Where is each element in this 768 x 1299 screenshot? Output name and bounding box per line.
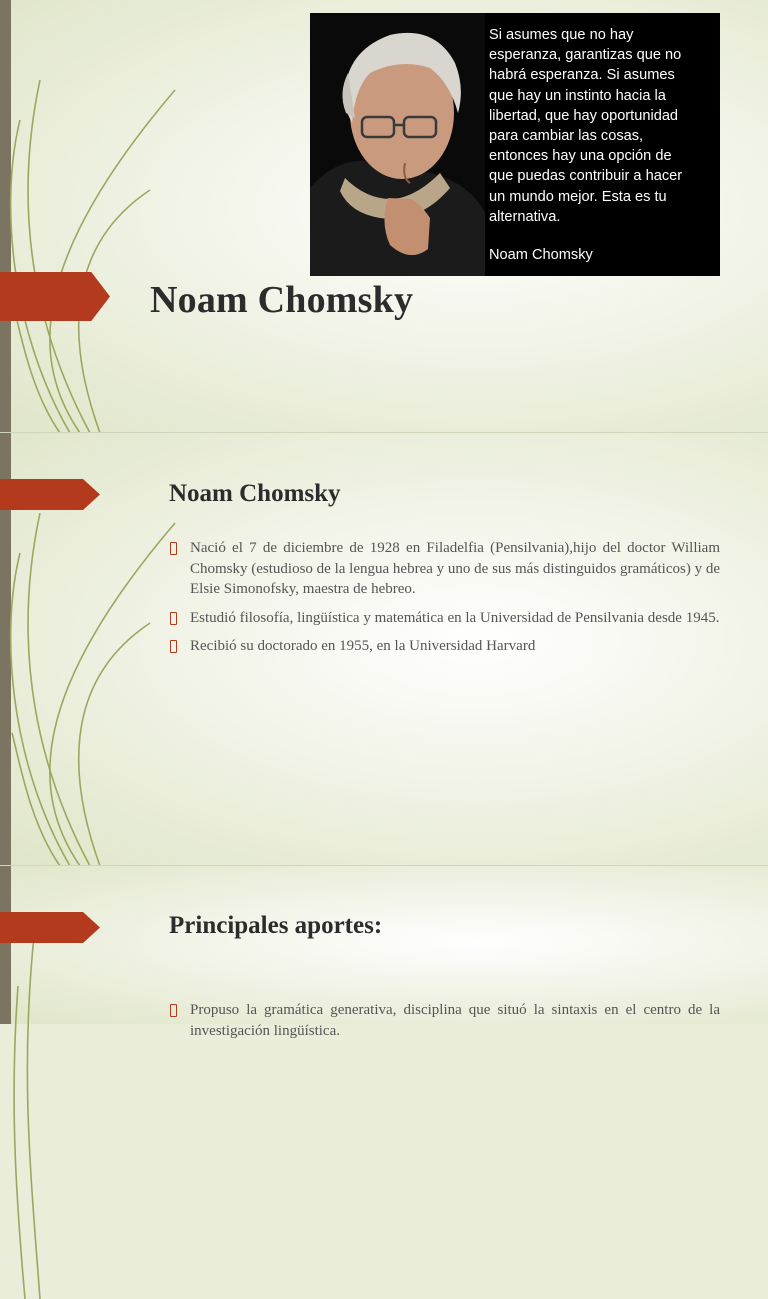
quote-line: habrá esperanza. Si asumes [489,67,675,84]
list-item [170,1000,720,1041]
title-arrow-marker [0,912,100,943]
bullet-text: Estudió filosofía, lingüística y matemática en la Universidad de Pensilvania desde 1945. [190,609,720,626]
bullet-text: Recibió su doctorado en 1955, en la Universidad Harvard [190,638,536,654]
slide-2 [0,433,768,866]
quote-text [489,25,714,227]
quote-line: que puedas contribuir a hacer [489,168,683,185]
decorative-swirl-lines [0,0,200,433]
list-item [170,608,720,629]
quote-author: Noam Chomsky [489,247,593,263]
bullet-icon [170,612,177,625]
slide-1-title: Noam Chomsky [150,279,414,321]
bullet-icon [170,542,177,555]
contributions-bullet-list [170,1000,720,1049]
quote-line: que hay un instinto hacia la [489,87,666,104]
quote-line: alternativa. [489,208,561,225]
bullet-text: Propuso la gramática generativa, disciplina que situó la sintaxis en el centro de la investigación lingüística. [190,1002,720,1039]
bullet-icon [170,640,177,653]
slide-3 [0,866,768,1039]
bullet-text: Nació el 7 de diciembre de 1928 en Filadelfia (Pensilvania),hijo del doctor William Chomsky (estudioso de la lengua hebrea y uno de sus más distinguidos gramáticos) y de Elsie Simonofsky, maestra de hebreo. [190,540,720,597]
quote-line: para cambiar las cosas, [489,128,644,145]
biography-bullet-list [170,538,720,665]
list-item [170,538,720,600]
portrait-photo [310,13,485,276]
slide-2-title: Noam Chomsky [169,480,341,507]
quote-line: esperanza, garantizas que no [489,47,682,64]
quote-image [310,13,720,276]
bullet-icon [170,1004,177,1017]
slide-3-title: Principales aportes: [169,912,383,939]
quote-line: libertad, que hay oportunidad [489,107,679,124]
title-arrow-marker [0,479,100,510]
quote-line: Si asumes que no hay [489,27,634,43]
quote-line: un mundo mejor. Esta es tu [489,188,667,205]
title-arrow-marker [0,272,110,321]
quote-line: entonces hay una opción de [489,148,672,165]
slide-1 [0,0,768,433]
list-item [170,636,720,657]
